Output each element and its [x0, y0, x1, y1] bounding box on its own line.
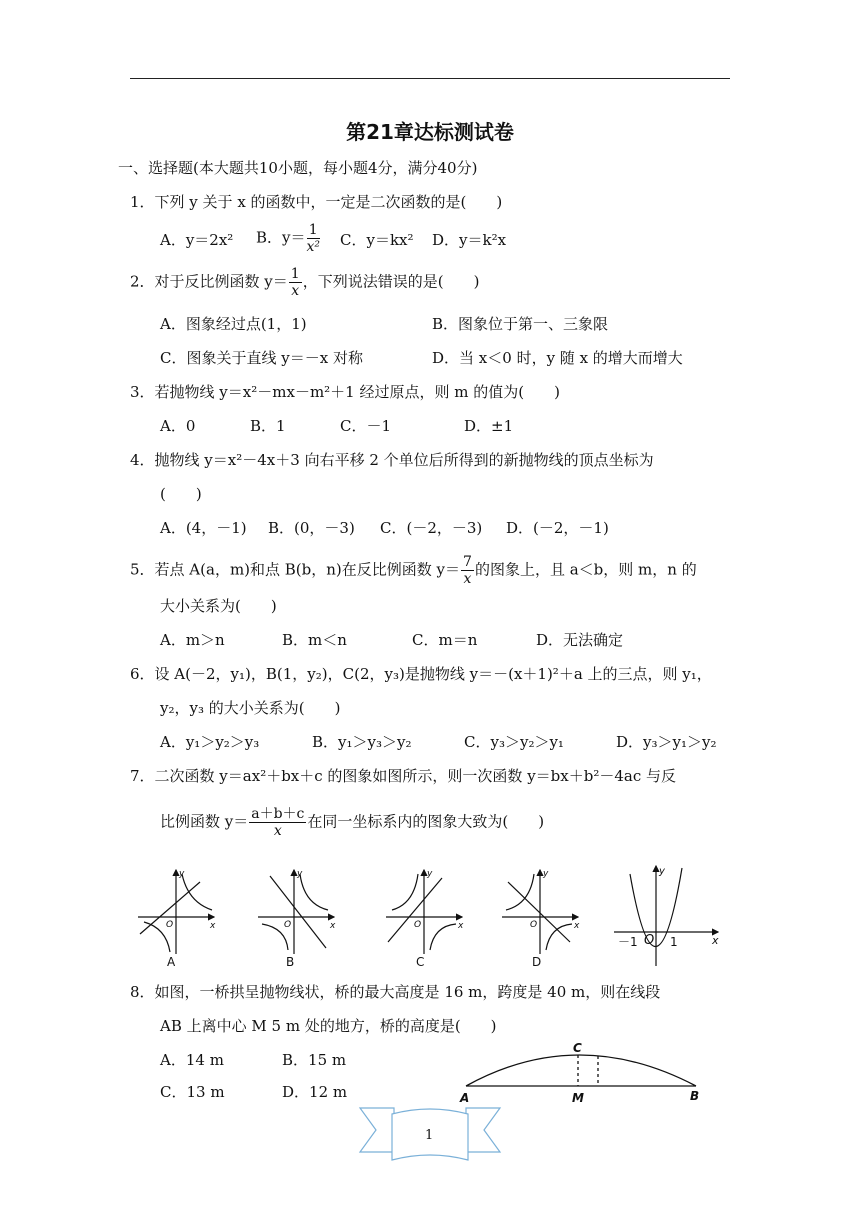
- q3-option-b: B．1: [250, 417, 286, 435]
- q5-option-b: B．m＜n: [282, 631, 347, 649]
- q2-option-b: B．图象位于第一、三象限: [432, 315, 609, 333]
- q2-option-d: D．当 x＜0 时，y 随 x 的增大而增大: [432, 349, 683, 367]
- parabola-x: x: [712, 934, 719, 947]
- q6-option-a: A．y₁＞y₂＞y₃: [160, 733, 260, 751]
- q6-option-c: C．y₃＞y₂＞y₁: [464, 733, 564, 751]
- graph-label-c: C: [416, 955, 425, 969]
- q4-option-c: C．(－2，－3): [380, 519, 483, 537]
- graph-a-origin: O: [166, 920, 174, 930]
- graph-c-origin: O: [414, 920, 422, 930]
- q6-option-b: B．y₁＞y₃＞y₂: [312, 733, 412, 751]
- graph-b-y: y: [297, 869, 303, 879]
- q8-stem: 8．如图，一桥拱呈抛物线状，桥的最大高度是 16 m，跨度是 40 m，则在线段: [130, 983, 661, 1001]
- q7-fraction: $\frac{a+b+c}{x}$: [251, 806, 305, 839]
- q8-option-c: C．13 m: [160, 1083, 225, 1101]
- page-number: 1: [425, 1128, 434, 1143]
- q4-stem-cont: ( ): [160, 485, 202, 503]
- q3-option-d: D．±1: [464, 417, 514, 435]
- q1-option-d: D．y＝k²x: [432, 231, 507, 249]
- q2-stem: 2．对于反比例函数 y＝ $\frac{1}{x}$ ，下列说法错误的是( ): [130, 266, 480, 299]
- parabola-y: y: [659, 866, 665, 877]
- q2-option-c: C．图象关于直线 y＝－x 对称: [160, 349, 363, 367]
- q5-option-d: D．无法确定: [536, 631, 624, 649]
- graph-a-y: y: [179, 869, 185, 879]
- q3-stem: 3．若抛物线 y＝x²－mx－m²＋1 经过原点，则 m 的值为( ): [130, 383, 560, 401]
- q8-stem-cont: AB 上离中心 M 5 m 处的地方，桥的高度是( ): [160, 1017, 497, 1035]
- graph-b-origin: O: [284, 920, 292, 930]
- q4-option-d: D．(－2，－1): [506, 519, 609, 537]
- fig-label-m: M: [572, 1091, 584, 1105]
- q1-option-b-label: B．y＝: [256, 228, 306, 247]
- q6-stem: 6．设 A(－2，y₁)，B(1，y₂)，C(2，y₃)是抛物线 y＝－(x＋1)²＋a 上的三点，则 y₁，: [130, 665, 712, 683]
- q6-option-d: D．y₃＞y₁＞y₂: [616, 733, 717, 751]
- graph-c-y: y: [427, 869, 433, 879]
- q7-graphs: [130, 862, 730, 970]
- q5-stem-cont: 大小关系为( ): [160, 597, 277, 615]
- q4-stem: 4．抛物线 y＝x²－4x＋3 向右平移 2 个单位后所得到的新抛物线的顶点坐标为: [130, 451, 654, 469]
- q5-stem: 5．若点 A(a，m)和点 B(b，n)在反比例函数 y＝ $\frac{7}{x}$ 的图象上，且 a＜b，则 m，n 的: [130, 554, 697, 587]
- graph-c-x: x: [458, 921, 464, 931]
- q5-fraction: $\frac{7}{x}$: [463, 554, 472, 587]
- graph-d-x: x: [574, 921, 580, 931]
- q2-fraction: $\frac{1}{x}$: [290, 266, 300, 299]
- graph-b-x: x: [330, 921, 336, 931]
- graph-d-origin: O: [530, 920, 538, 930]
- graph-label-b: B: [286, 955, 295, 969]
- graph-a-x: x: [210, 921, 216, 931]
- q4-option-a: A．(4，－1): [160, 519, 247, 537]
- q2-option-a: A．图象经过点(1，1): [160, 315, 307, 333]
- q1-option-a: A．y＝2x²: [160, 231, 234, 249]
- q5-option-a: A．m＞n: [160, 631, 225, 649]
- section-heading: 一、选择题(本大题共10小题，每小题4分，满分40分): [118, 159, 478, 177]
- parabola-origin: O: [644, 933, 655, 948]
- q3-option-c: C．－1: [340, 417, 392, 435]
- q1-option-b-fraction: $\frac{1}{\text{x²}}$: [306, 222, 321, 255]
- q6-stem-cont: y₂，y₃ 的大小关系为( ): [160, 699, 341, 717]
- q1-option-b: [256, 222, 321, 255]
- q8-option-b: B．15 m: [282, 1051, 347, 1069]
- fig-label-b: B: [690, 1089, 700, 1103]
- q7-stem: 7．二次函数 y＝ax²＋bx＋c 的图象如图所示，则一次函数 y＝bx＋b²－4ac 与反: [130, 767, 677, 785]
- q8-option-d: D．12 m: [282, 1083, 348, 1101]
- graph-d-y: y: [543, 869, 549, 879]
- q1-stem: 1．下列 y 关于 x 的函数中，一定是二次函数的是( ): [130, 193, 503, 211]
- tick-neg1: －1: [618, 935, 638, 949]
- fig-label-c: C: [573, 1041, 582, 1055]
- page-title: 第21章达标测试卷: [346, 120, 514, 144]
- q5-option-c: C．m＝n: [412, 631, 478, 649]
- q7-stem-cont: 比例函数 y＝ $\frac{a+b+c}{x}$ 在同一坐标系内的图象大致为( ): [160, 806, 545, 839]
- q3-option-a: A．0: [160, 417, 196, 435]
- q1-option-c: C．y＝kx²: [340, 231, 414, 249]
- bridge-figure: [456, 1038, 716, 1106]
- q4-option-b: B．(0，－3): [268, 519, 355, 537]
- q8-option-a: A．14 m: [160, 1051, 224, 1069]
- fig-label-a: A: [460, 1091, 470, 1105]
- graph-label-a: A: [167, 955, 176, 969]
- header-rule: [130, 78, 730, 79]
- tick-1: 1: [670, 935, 678, 949]
- graph-label-d: D: [532, 955, 542, 969]
